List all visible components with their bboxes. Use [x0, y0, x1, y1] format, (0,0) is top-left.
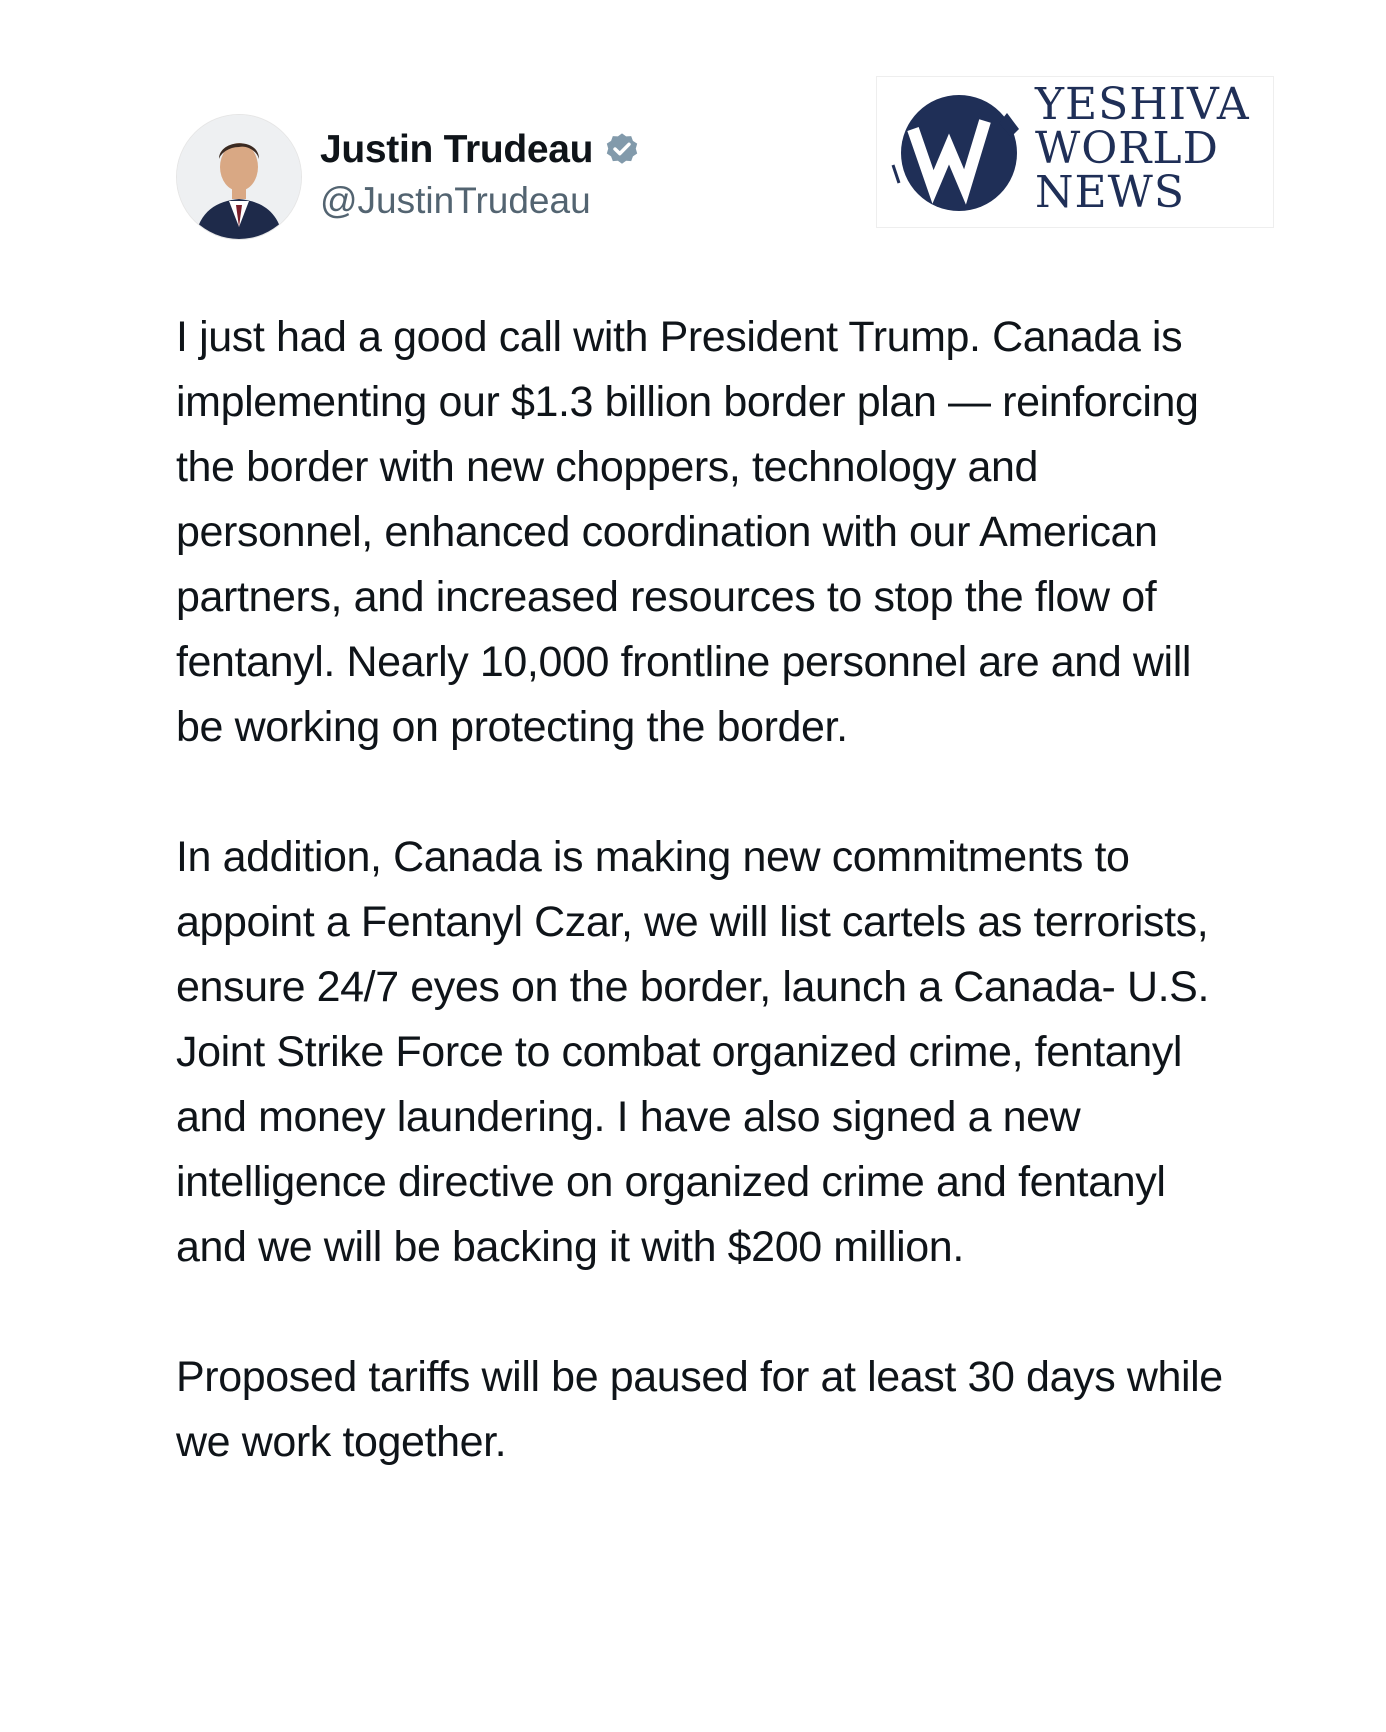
yeshiva-world-news-logo — [876, 76, 1274, 228]
logo-text — [1035, 79, 1250, 218]
author-info — [320, 128, 641, 222]
profile-photo — [177, 115, 301, 239]
tweet-paragraph: In addition, Canada is making new commitments to appoint a Fentanyl Czar, we will list cartels as terrorists, ensure 24/7 eyes on the border, launch a Canada- U.S. Joint Strike Force to combat organized crime, fentanyl and money laundering. I have also signed a new intelligence directive on organized crime and fentanyl and we will be backing it with $200 million. — [176, 833, 1209, 1271]
verified-badge-icon — [603, 131, 641, 169]
avatar[interactable] — [176, 114, 302, 240]
logo-text-line: NEWS — [1035, 167, 1185, 218]
tweet-paragraph: I just had a good call with President Trump. Canada is implementing our $1.3 billion border plan — reinforcing the border with new choppers, technology and personnel, enhanced coordination with our American partners, and increased resources to stop the flow of fentanyl. Nearly 10,000 frontline personnel are and will be working on protecting the border. — [176, 313, 1199, 751]
tweet-text — [176, 305, 1236, 1540]
logo-text-line: WORLD — [1035, 123, 1219, 174]
tweet-paragraph: Proposed tariffs will be paused for at least 30 days while we work together. — [176, 1353, 1223, 1466]
display-name[interactable]: Justin Trudeau — [320, 128, 594, 171]
logo-mark-icon — [887, 83, 1027, 223]
logo-text-line: YESHIVA — [1035, 79, 1250, 130]
handle[interactable]: @JustinTrudeau — [320, 180, 591, 221]
